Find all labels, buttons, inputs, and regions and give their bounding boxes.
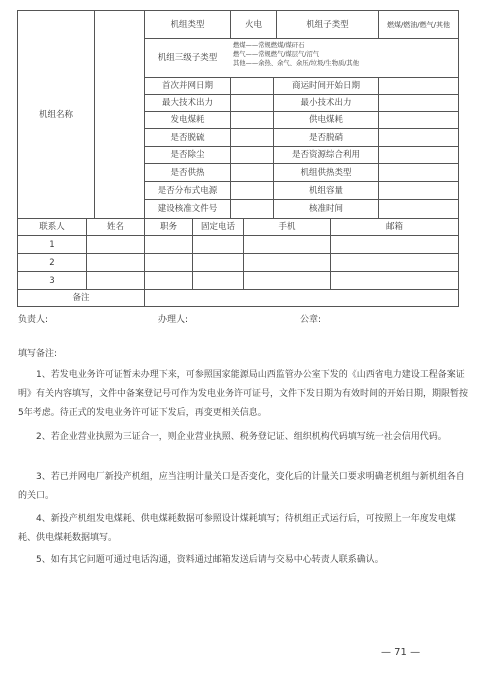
note-item: 2、若企业营业执照为三证合一，则企业营业执照、税务登记证、组织机构代码填写统一社会信用代码。 [36,432,447,442]
field-desulfurization: 是否脱硫 [170,132,205,143]
field-distributed: 是否分布式电源 [157,185,218,196]
field-gen-coal: 发电煤耗 [170,115,205,125]
field-approval-time: 核准时间 [308,204,343,214]
field-capacity: 机组容量 [308,185,343,196]
field-supply-coal: 供电煤耗 [308,115,343,125]
note-item: 3、若已并网电厂新投产机组，应当注明计量关口是否变化，变化后的计量关口要求明确老机组与新机组各自的关口。 [18,472,465,501]
subtype-label: 机组子类型 [306,19,349,30]
level3-label: 机组三级子类型 [157,53,218,63]
level3-coal: 燃煤——常规燃煤/煤矸石 [233,42,305,49]
contact-row-number: 1 [49,239,55,250]
field-denitrification: 是否脱硝 [308,132,343,143]
page-number: — 71 — [381,647,421,658]
note-item: 4、新投产机组发电煤耗、供电煤耗数据可参照设计煤耗填写；待机组正式运行后，可按照上一年度发电煤耗、供电煤耗数据填写。 [18,514,456,543]
subtype-value: 燃煤/燃油/燃气/其他 [386,20,451,29]
field-heat-supply: 是否供热 [170,167,205,178]
landline-header: 固定电话 [200,222,235,232]
note-item: 5、如有其它问题可通过电话沟通，资料通过邮箱发送后请与交易中心转责人联系确认。 [36,555,384,565]
field-min-output: 最小技术出力 [300,98,352,108]
position-header: 职务 [159,222,177,232]
field-resource-use: 是否资源综合利用 [291,150,360,160]
unit-name-label: 机组名称 [38,109,73,120]
contact-row-number: 2 [49,257,55,268]
field-first-grid-date: 首次并网日期 [161,81,213,91]
remark-label: 备注 [72,293,90,303]
field-dust-removal: 是否除尘 [170,150,205,160]
level3-other: 其他——余热、余气、余压/垃圾/生物质/其他 [233,60,360,67]
field-commercial-start-date: 商运时间开始日期 [291,81,360,91]
field-max-output: 最大技术出力 [161,98,213,108]
note-item: 1、若发电业务许可证暂未办理下来，可参照国家能源局山西监管办公室下发的《山西省电力建设工程备案证明》有关内容填写，文件中备案登记号可作为发电业务许可证号，文件下发日期为有效时间的开始日期，期限暂按5年考虑。待正式的发电业务许可证下发后，再变更相关信息。 [18,370,469,418]
handler-label: 办理人: [158,315,189,325]
notes-heading: 填写备注: [18,349,58,359]
contact-header: 联系人 [39,222,65,232]
seal-label: 公章: [300,315,322,325]
email-header: 邮箱 [385,222,403,232]
responsible-person-label: 负责人: [18,315,49,325]
field-approval-doc: 建设核准文件号 [157,204,218,214]
mobile-header: 手机 [278,222,296,232]
name-header: 姓名 [106,222,124,232]
level3-gas: 燃气——常规燃气/煤层气/沼气 [233,51,320,58]
field-heat-type: 机组供热类型 [300,167,352,178]
unit-type-label: 机组类型 [170,19,205,30]
unit-type-value: 火电 [244,19,262,30]
contact-row-number: 3 [49,275,55,286]
